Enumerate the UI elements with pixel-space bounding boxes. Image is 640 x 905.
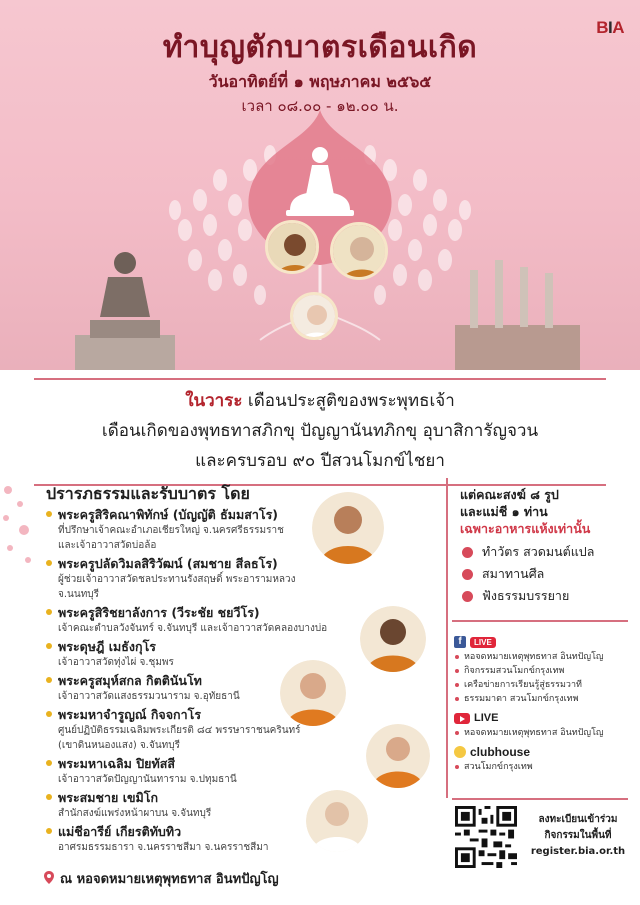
dry-food-note: เฉพาะอาหารแห้งเท่านั้น [460, 521, 591, 536]
section-divider [452, 798, 628, 800]
event-time: เวลา ๐๘.๐๐ - ๑๒.๐๐ น. [241, 97, 399, 115]
monk-role: เจ้าอาวาสวัดทุ่งไผ่ จ.ชุมพร [58, 657, 174, 668]
monk-photo [306, 790, 368, 852]
qr-code[interactable] [455, 806, 517, 868]
clubhouse-icon [454, 746, 466, 758]
clubhouse-label: clubhouse [470, 745, 531, 759]
facebook-page-link[interactable]: เครือข่ายการเรียนรู้สู่ธรรมวาที [454, 678, 630, 692]
monk-name: พระสมชาย เขมิโก [46, 789, 426, 806]
monk-role: เจ้าคณะตำบลวังจันทร์ จ.จันทบุรี และเจ้าอาวาสวัดคลองบางบ่อ [58, 623, 328, 634]
register-url[interactable]: register.bia.or.th [530, 846, 626, 857]
ranjuan-portrait [290, 292, 338, 340]
monk-role: ศูนย์ปฏิบัติธรรมเฉลิมพระเกียรติ ๘๔ พรรษาราชนครินทร์ (เขาดินหนองแสง) จ.จันทบุรี [58, 725, 301, 751]
activity-item: ทำวัตร สวดมนต์แปล [460, 541, 630, 563]
monk-photo [312, 492, 384, 564]
activity-item: ฟังธรรมบรรยาย [460, 585, 630, 607]
monk-role: เจ้าอาวาสวัดแสงธรรมวนาราม จ.อุทัยธานี [58, 691, 240, 702]
youtube-channel-link[interactable]: หอจดหมายเหตุพุทธทาส อินทปัญโญ [454, 726, 630, 740]
bia-logo: BIA [596, 18, 624, 37]
monk-name: พระมหาจำรูญณ์ กิจจกาโร [46, 706, 426, 723]
live-channels [454, 630, 630, 774]
monk-role: ผู้ช่วยเจ้าอาวาสวัดชลประทานรังสฤษดิ์ พระอารามหลวง จ.นนทบุรี [58, 574, 296, 600]
facebook-page-link[interactable]: ธรรมมาตา สวนโมกข์กรุงเทพ [454, 692, 630, 706]
buddha-statue-image [70, 245, 180, 370]
registration-info [522, 812, 634, 860]
monk-photo [360, 606, 426, 672]
clubhouse-row [454, 744, 630, 760]
decorative-dots [0, 470, 50, 590]
youtube-icon [454, 713, 470, 724]
monk-photo [366, 724, 430, 788]
intro-line-1: เดือนประสูติของพระพุทธเจ้า [247, 391, 455, 411]
intro-line-2: เดือนเกิดของพุทธทาสภิกขุ ปัญญานันทภิกขุ อุบาสิการัญจวน [101, 421, 539, 441]
monk-name: พระครูสิริชยาลังการ (วีระชัย ชยวีโร) [46, 604, 426, 621]
youtube-live-row [454, 710, 630, 726]
clubhouse-room-link[interactable]: สวนโมกข์กรุงเทพ [454, 760, 630, 774]
event-location: ณ หอจดหมายเหตุพุทธทาส อินทปัญโญ [44, 868, 279, 889]
list-item [46, 823, 426, 855]
intro-lead: ในวาระ [185, 391, 243, 411]
monk-photo [280, 660, 346, 726]
monk-name: พระมหาเฉลิม ปิยทัสสี [46, 755, 426, 772]
monk-role: สำนักสงฆ์แพร่งหน้าผาบน จ.จันทบุรี [58, 808, 212, 819]
live-badge: LIVE [470, 637, 496, 648]
monk-role: เจ้าอาวาสวัดปัญญานันทาราม จ.ปทุมธานี [58, 774, 237, 785]
monk-name: พระดุษฎี เมธังกุโร [46, 638, 426, 655]
page-title: ทำบุญตักบาตรเดือนเกิด [162, 30, 478, 65]
ruins-image [455, 255, 585, 370]
location-pin-icon [44, 871, 54, 884]
buddhadasa-portrait [265, 220, 319, 274]
intro-block [34, 378, 606, 486]
list-item [46, 555, 426, 602]
header-banner [0, 0, 640, 370]
facebook-page-link[interactable]: กิจกรรมสวนโมกข์กรุงเทพ [454, 664, 630, 678]
register-line-2: กิจกรรมในพื้นที่ [544, 830, 612, 841]
monks-heading: ปรารภธรรมและรับบาตร โดย [46, 484, 250, 503]
register-line-1: ลงทะเบียนเข้าร่วม [538, 814, 618, 825]
activities-block [460, 486, 630, 607]
facebook-live-row [454, 634, 630, 650]
monk-name: พระครูสิริคณาพิทักษ์ (บัญญัติ ธัมมสาโร) [46, 506, 426, 523]
activity-item: สมาทานศีล [460, 563, 630, 585]
monk-list [46, 506, 426, 857]
section-divider [452, 620, 628, 622]
column-divider [446, 478, 448, 798]
list-item [46, 789, 426, 821]
facebook-icon: f [454, 636, 466, 648]
monk-name: พระครูปลัดวิมลสิริวัฒน์ (สมชาย สีลธโร) [46, 555, 426, 572]
monk-count: แต่คณะสงฆ์ ๘ รูป [460, 487, 559, 502]
nun-count: และแม่ชี ๑ ท่าน [460, 504, 548, 519]
panyananda-portrait [330, 222, 388, 280]
list-item [46, 672, 426, 704]
facebook-page-link[interactable]: หอจดหมายเหตุพุทธทาส อินทปัญโญ [454, 650, 630, 664]
youtube-live-label: LIVE [474, 712, 499, 724]
intro-line-3: และครบรอบ ๙๐ ปีสวนโมกข์ไชยา [195, 451, 445, 471]
monk-name: พระครูสมุห์สกล กิตตินันโท [46, 672, 426, 689]
monk-role: ที่ปรึกษาเจ้าคณะอำเภอเชียรใหญ่ จ.นครศรีธรรมราช และเจ้าอาวาสวัดบ่อล้อ [58, 525, 284, 551]
monk-name: แม่ชีอารีย์ เกียรติทับทิว [46, 823, 426, 840]
monk-role: อาศรมธรรมธารา จ.นครราชสีมา จ.นครราชสีมา [58, 842, 269, 853]
event-date: วันอาทิตย์ที่ ๑ พฤษภาคม ๒๕๖๕ [208, 72, 432, 91]
